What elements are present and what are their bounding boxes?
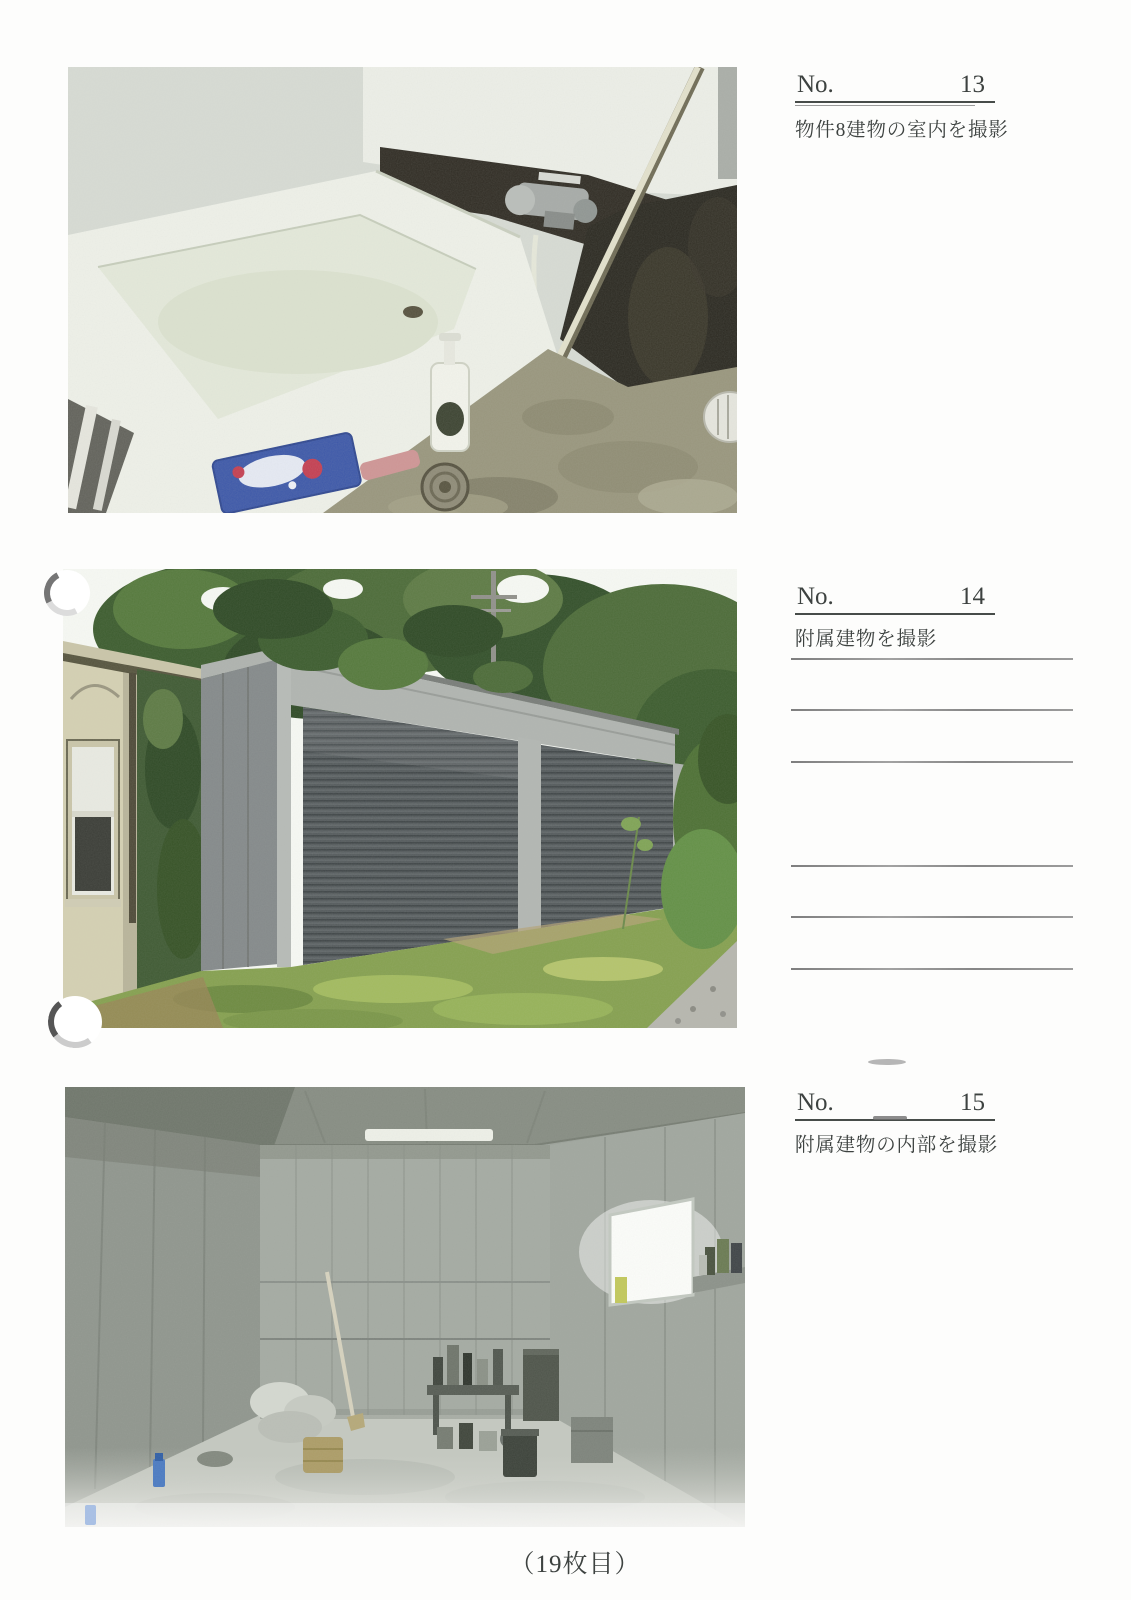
blank-ruled-line [791, 658, 1073, 660]
underline-echo [795, 105, 975, 106]
photo-number: 13 [960, 71, 985, 98]
page-footer: （19枚目） [509, 1551, 641, 1578]
no-label: No. [797, 583, 834, 610]
blank-ruled-line [791, 761, 1073, 763]
entry-block-15 [795, 1086, 1095, 1157]
entry-block-13 [795, 68, 1095, 142]
photo-number: 14 [960, 583, 985, 610]
no-label: No. [797, 1089, 834, 1116]
photo-number: 15 [960, 1089, 985, 1116]
scan-smudge [873, 1116, 907, 1120]
punch-hole-artifact [48, 996, 102, 1048]
punch-hole-artifact [44, 570, 90, 616]
photo-bathroom-interior-image [68, 67, 737, 513]
photo-number-row [795, 68, 995, 103]
blank-ruled-line [791, 968, 1073, 970]
blank-ruled-line [791, 865, 1073, 867]
photo-detached-building-interior [65, 1087, 745, 1527]
photo-number-row [795, 580, 995, 615]
photo-caption: 物件8建物の室内を撮影 [795, 120, 1009, 141]
scan-smudge [868, 1059, 906, 1065]
entry-block-14 [795, 580, 1095, 651]
photo-caption: 附属建物の内部を撮影 [795, 1135, 999, 1156]
photo-detached-building-exterior [63, 569, 737, 1028]
photo-detached-building-interior-image [65, 1087, 745, 1527]
blank-ruled-line [791, 916, 1073, 918]
no-label: No. [797, 71, 834, 98]
photo-detached-building-exterior-image [63, 569, 737, 1028]
photo-caption: 附属建物を撮影 [795, 629, 938, 650]
blank-ruled-line [791, 709, 1073, 711]
photo-bathroom-interior [68, 67, 737, 513]
